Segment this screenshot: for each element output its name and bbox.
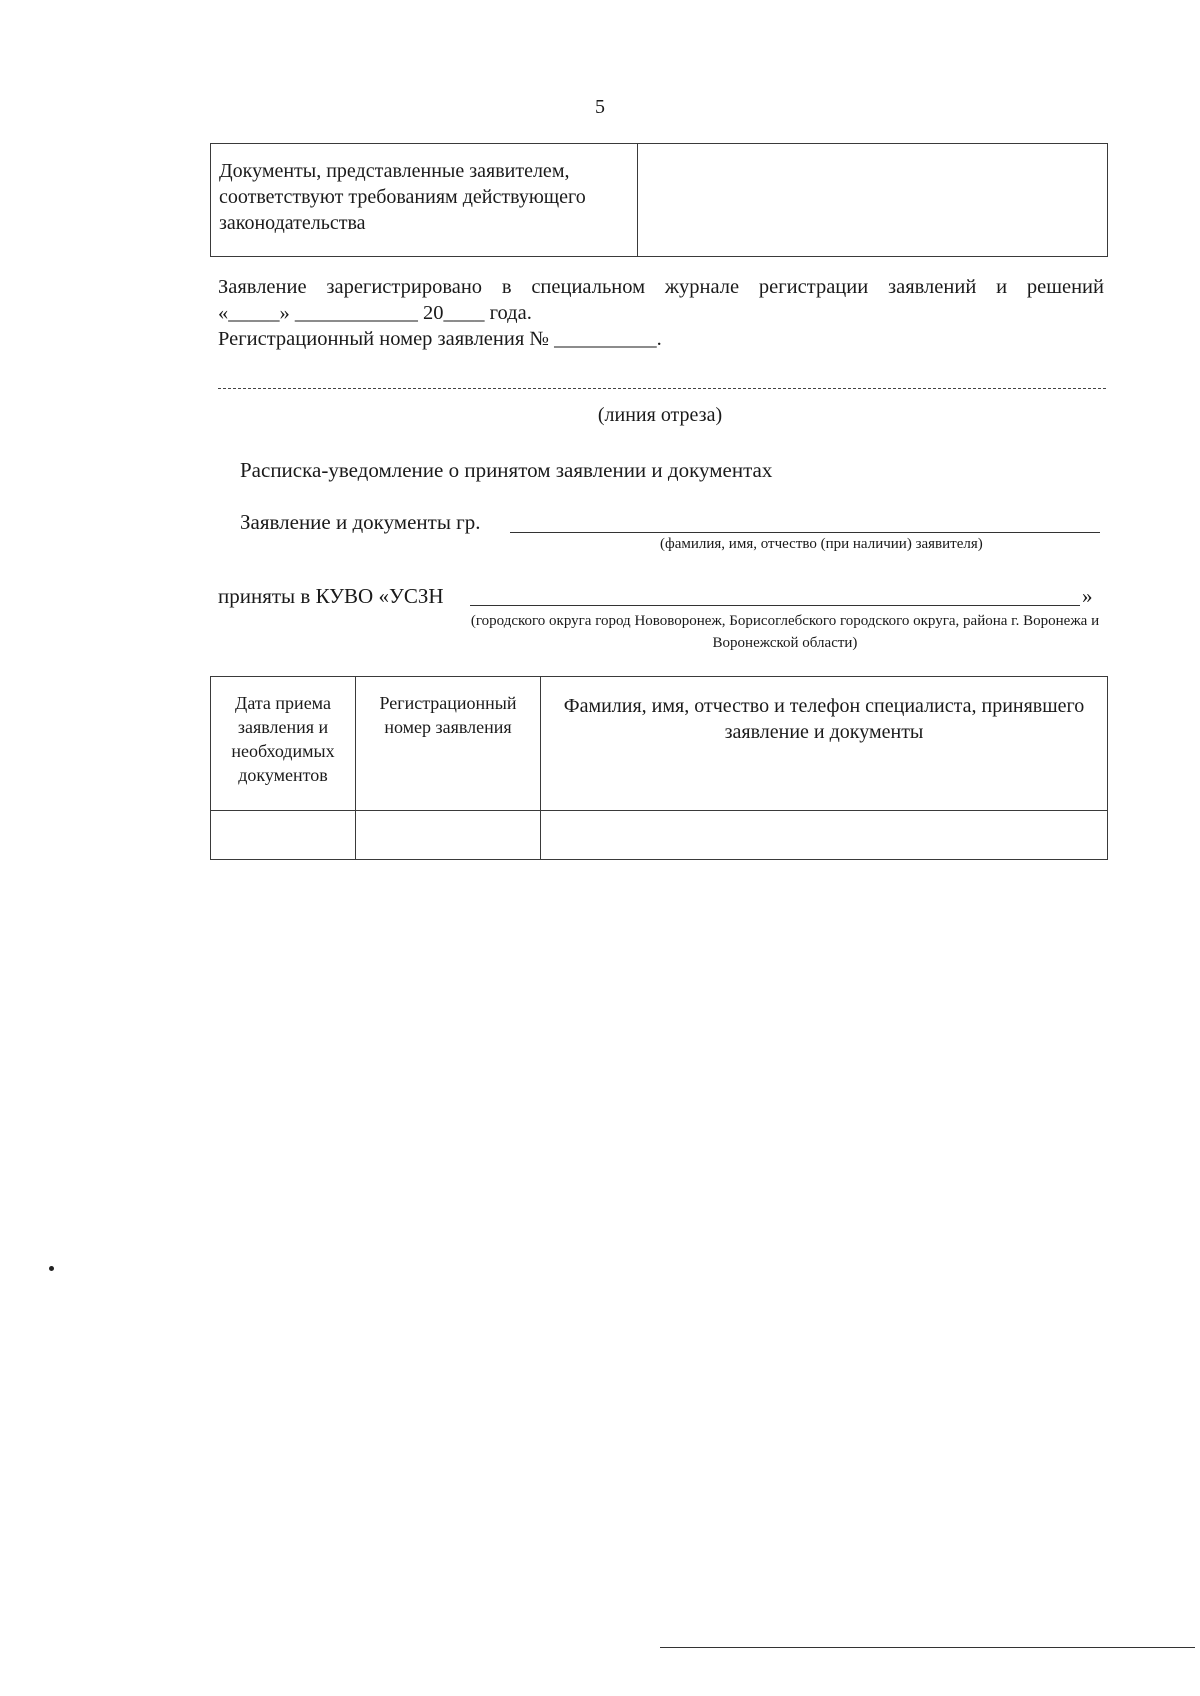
applicant-name-caption: (фамилия, имя, отчество (при наличии) заявителя): [660, 536, 983, 552]
check-statement-cell: Документы, представленные заявителем, соответствуют требованиям действующего законодательства: [211, 144, 638, 257]
accepted-by-close-quote: »: [1082, 584, 1093, 608]
header-registration-number: Регистрационный номер заявления: [356, 677, 541, 811]
registration-number-line: Регистрационный номер заявления № __________.: [218, 328, 662, 350]
check-answer-cell[interactable]: [638, 144, 1108, 257]
table-header-row: [211, 677, 1108, 811]
acceptance-date-cell[interactable]: [211, 811, 356, 860]
department-name-field[interactable]: [470, 605, 1080, 606]
receipt-title: Расписка-уведомление о принятом заявлении и документах: [240, 458, 773, 482]
accepted-by-label: приняты в КУВО «УСЗН: [218, 584, 444, 608]
header-specialist: Фамилия, имя, отчество и телефон специалиста, принявшего заявление и документы: [541, 677, 1108, 811]
cut-line: [218, 388, 1106, 389]
cut-line-label: (линия отреза): [597, 404, 723, 426]
table-row: [211, 144, 1108, 257]
table-row: [211, 811, 1108, 860]
applicant-documents-label: Заявление и документы гр.: [240, 510, 481, 534]
page-number: 5: [595, 96, 605, 118]
registration-statement: Заявление зарегистрировано в специальном журнале регистрации заявлений и решений: [218, 276, 1104, 298]
department-caption: (городского округа город Нововоронеж, Борисоглебского городского округа, района г. Воронежа и Воронежской области): [470, 613, 1100, 651]
receipt-table: [210, 676, 1108, 860]
document-check-table: [210, 143, 1108, 257]
registration-date-line: «_____» ____________ 20____ года.: [218, 302, 532, 324]
footer-rule: [660, 1647, 1195, 1648]
scan-speck: [49, 1266, 54, 1271]
applicant-name-field[interactable]: [510, 532, 1100, 533]
header-acceptance-date: Дата приема заявления и необходимых документов: [211, 677, 356, 811]
specialist-cell[interactable]: [541, 811, 1108, 860]
registration-number-cell[interactable]: [356, 811, 541, 860]
